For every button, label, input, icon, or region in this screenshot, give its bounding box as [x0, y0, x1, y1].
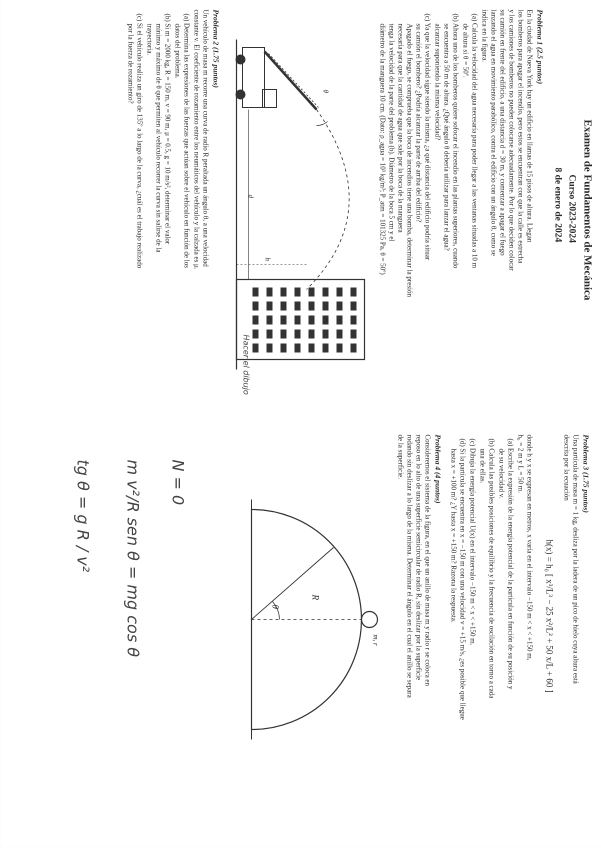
p1-line: se encuentra a 50 m de altura. ¿Qué ángulo θ debería utilizar para lanzar el agua? — [442, 23, 451, 251]
p1-line: necesaria para que la cantidad de agua que sale por la boca de la manguera — [396, 23, 405, 233]
handwritten-line: tg θ = g R / v² — [73, 459, 93, 573]
p3-line: (a) Escribe la expresión de la energía potencial de la partícula en función de su posición y — [506, 438, 515, 690]
fire-truck-icon — [236, 48, 319, 110]
p1-line: los bomberos para apagar el incendio, pero estos se encuentran con que la calle es estrecha — [516, 9, 525, 264]
handwritten-line: m v²/R sen θ = mg cos θ — [123, 459, 143, 658]
p3-equation: h(x) = h₀ [ x³/L³ − 25 x²/L² + 50 x/L + 60 ] — [544, 539, 555, 693]
p1-line: Apagado el fuego, se comprueba que la boca de incendios tiene una bomba, determinar la presión — [405, 23, 414, 297]
problem1-heading: Problema 1 (2.5 puntos) — [535, 9, 545, 85]
p3-line: (b) Calcula las posibles posiciones de equilibrio y la frecuencia de oscilación en torno a cada — [487, 438, 496, 699]
p1-line: alcanzar suponiendo la misma velocidad? — [433, 23, 442, 141]
p3-line: Una partícula de masa m = 1 kg, desliza por la ladera de un pico de hielo cuya altura está — [571, 434, 580, 684]
ring-icon — [362, 612, 378, 628]
p2-line: (b) Si m = 2000 kg, R = 150 m, v = 90 m, μ = 0.5, g = 10 m/s², determinar el valor — [163, 13, 172, 245]
p1-line: diámetro de la manguera 10 cm. (Dato: ρ_agua = 10³ kg/m³; P_atm = 101325 Pa, θ = 50º) — [378, 23, 387, 275]
exam-course: Curso 2023-2024 — [566, 174, 577, 243]
p1-line: tenga la velocidad de la parte del problema (b). Diámetro de la boca 5 cm y el — [387, 23, 396, 242]
p4-line: Consideremos el sistema de la figura, en el que un anillo de masa m y radio r se coloca en — [423, 434, 432, 687]
p2-line: datos del problema. — [173, 23, 182, 79]
p3-line: descrita por la ecuación — [562, 434, 571, 501]
figure-theta-label-2: θ — [270, 604, 281, 609]
p2-line: por la fuerza de rozamiento? — [126, 23, 135, 104]
fire-truck-building-figure — [227, 40, 377, 380]
p4-line: rodando sin deslizar a lo largo de la misma. Determinar el ángulo en el cual el anillo se separa — [405, 434, 414, 698]
left-column — [1, 0, 601, 420]
p2-line: trayectoria. — [145, 23, 154, 56]
p1-line: En la ciudad de Nueva York hay un edificio en llamas de 15 pisos de altura. Llegan — [525, 9, 534, 243]
p3-line: h₀ = 2 m y L = 50 m. — [516, 434, 525, 493]
p1-line: lanzando el agua en movimiento parabólico, contra el edificio con un ángulo θ, como se — [489, 9, 498, 256]
p2-line: Un vehículo de masa m recorre una curva de radio R peraltada un ángulo θ, a una velocidad — [201, 9, 210, 267]
figure-d-label: d — [246, 194, 255, 198]
p1-line: indica en la figura. — [480, 9, 489, 62]
p4-line: reposo en lo alto de una superficie semicircular de radio R, sin deslizar por la superficie — [414, 434, 423, 681]
figure-h-label: h — [263, 257, 272, 261]
figure-theta-label: θ — [321, 89, 330, 93]
building-icon — [237, 280, 365, 360]
p3-line: (d) Si la partícula se encuentra en x = −150 m con una velocidad v = +15 m/s, ¿es posible que llegue — [458, 438, 467, 720]
p4-line: de la superficie. — [396, 434, 405, 480]
figure-R-label: R — [310, 594, 321, 600]
problem3-heading: Problema 3 (1.75 puntos) — [581, 434, 591, 513]
handwritten-margin-note: Hacer el dibujo — [241, 334, 251, 395]
p1-line: y los camiones de bomberos no pueden colocarse adecuadamente. Por lo que deciden colocar — [507, 9, 516, 271]
p2-line: (c) Si el vehículo realiza un giro de 135º a lo largo de la curva, ¿cuál es el trabajo realizado — [135, 13, 144, 269]
p1-line: su camión en frente del edificio, a una distancia d = 30 m, y comenzar a apagar el fuego — [498, 9, 507, 256]
handwritten-line: N = 0 — [168, 459, 188, 506]
p3-line: hasta x = +100 m? ¿Y hasta x = +150 m? Razona la respuesta. — [449, 448, 458, 623]
p3-line: (c) Dibuja la energía potencial U(x) en el intervalo −150 m < x < +150 m. — [468, 438, 477, 646]
exam-title: Examen de Fundamentos de Mecánica — [581, 119, 594, 301]
p1-line: de altura si θ = 50º. — [461, 23, 470, 78]
p1-line: (c) Ya que la velocidad sigue siendo la misma, ¿a qué distancia del edificio podría situar — [423, 13, 432, 261]
p2-line: (a) Determina las expresiones de las fuerzas que actúan sobre el vehículo en función de los — [182, 13, 191, 268]
p1-line: su camión el bombero? ¿Podría alcanzar la parte de arriba del edificio? — [414, 23, 423, 223]
right-column — [1, 430, 601, 848]
p3-line: una de ellas. — [478, 448, 487, 484]
p1-line: (b) Ahora uno de los bomberos quiere sofocar el incendio en las plantas superiores, cuando — [451, 13, 460, 269]
figure-mr-label: m, r — [371, 634, 380, 646]
p3-line: de su velocidad v. — [497, 448, 506, 499]
p2-line: constante v. El coeficiente de rozamiento entre los neumáticos del vehículo y la calzada es μ. — [192, 9, 201, 270]
exam-date: 8 de enero de 2024 — [552, 167, 563, 243]
problem2-heading: Problema 2 (1.75 puntos) — [211, 9, 221, 88]
problem4-heading: Problema 4 (4 puntos) — [433, 434, 443, 504]
p1-line: (a) Calcula la velocidad del agua necesaria para poder llegar a las ventanas situadas a 10 m — [470, 13, 479, 269]
p2-line: mínimo y máximo de θ que permiten al vehículo recorrer la curva sin salirse de la — [154, 23, 163, 253]
exam-sheet — [1, 0, 601, 848]
semicircle-ring-figure — [242, 490, 392, 750]
p3-line: donde h y x se expresan en metros, x varía en el intervalo −150 m < x < +150 m, — [525, 434, 534, 661]
